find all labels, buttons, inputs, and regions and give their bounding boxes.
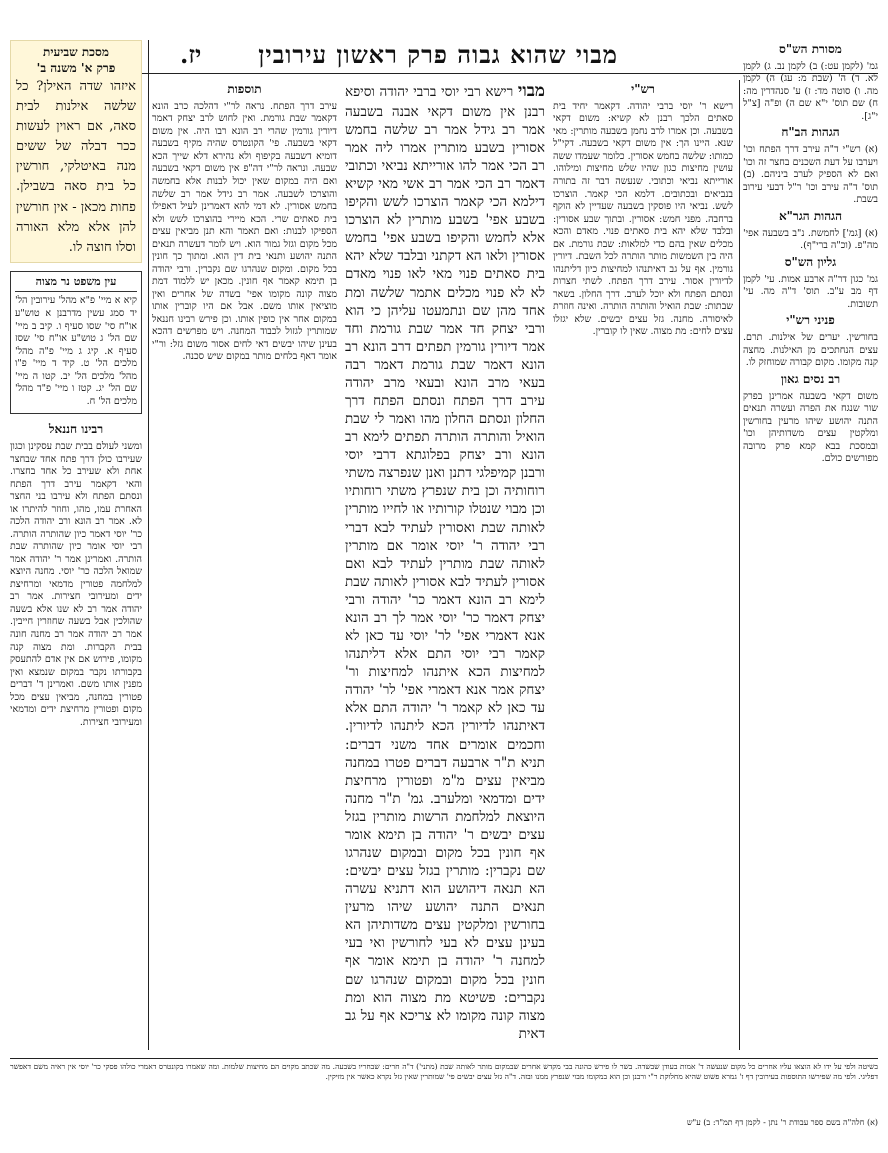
hagahot-gra-text: (א) [גמ'] לחמשת. נ"ב בשבעה אפי' מה"פ. (וכ"ה ברי"ף). xyxy=(743,227,878,252)
footer-note: (א) חלה"ה בשם ספר עבודת ר' נתן - לקמן דף תמ"ד: ב) ע"ש xyxy=(686,1118,878,1127)
tosafot-text: עירב דרך הפתח. נראה לר"י דהלכה כרב הונא דקאמר שבת גורמת. ואין לחוש לרב יצחק דאמר דיורין גורמין שהרי רב הונא רבו היה. אין משום דקאי בשבעה. פי' הקונטרס שהיה מקיף בשבעה דומיא דשבעה בקיפוף ולא נהירא דלא שייך הכא שבעה. ונראה לר"י דה"פ אין משום דקאי בשבעה ואם היה במקום שאין יכול לבנות אלא בחמשה והוצרכו לשבעה. אמר רב גידל אמר רב שלשה בחמש אסורין. לא דמי להא דאמרינן לעיל דאפילו בית סאתים שרי. הכא מיירי בהוצרכו לשש ולא הספיקו לבנות: ואם תאמר והא תנן מביאין עצים מכל מקום וגזל גמור הוא. ויש לומר דעשרה תנאים התנה יהושע ותנאי בית דין הוא. ומתוך כך חונין בכל מקום. ומקום שנהרגו שם נקברין. ורבי יהודה בן תימא קאמר אף חונין. מכאן יש ללמוד דמת מצוה קונה מקומו אפי' בשדה של אחרים ואין מוציאין אותו משם. אבל אם היו קוברין אותו במקום אחר אין כופין אותו. וכן פירש רבינו חננאל שמותרין לגזול לכבוד המחנה. ויש מפרשים דהכא בעינן שיהו יבשים דאי לחים אסור משום גזל: ור"י אומר דאף בלחים מותר במקום שיש סכנה. xyxy=(152,100,337,363)
masoret-title: מסורת הש"ס xyxy=(779,42,842,56)
ein-mishpat-text: קיא א מיי' פ"א מהל' עירובין הל' יד סמג עשין מדרבנן א טוש"ע או"ח סי' שסו סעיף ו. קיב ב מיי' שם הל' ג טוש"ע או"ח סי' שסז סעיף א. קיג ג מיי' פ"ה מהל' מלכים הל' ט. קיד ד מיי' פ"ו מהל' מלכים הל' יב. קטו ה מיי' שם הל' יג. קטז ו מיי' פ"ד מהל' מלכים הל' ח. xyxy=(15,295,137,407)
gilyon-text: גמ' כגון דר"ה ארבע אמות. עי' לקמן דף מב ע"ב. תוס' ד"ה מה. עי' תשובות. xyxy=(743,273,878,310)
gemara-lead-word: מבוי xyxy=(517,81,545,101)
footnotes: בשיטה ולפי על ידו לא הוצאו עליו אחרים כל מקום שנעשה ד' אמות בעודן שבשדה. בשר לו פירש כהונה בבי מקדש אחרים שבמקום מותר לאותה שבת (מתני') ד"ה חרים: שבחריו בשבעה. מה שכתב מקוים הם מחיצות שלמות. ומה שאמרו בקונטרס דאמרי כולהו פסקי כר' יוסי אין ראיה משם דאפשר דפליגי. ולפי מה שפירשו התוספות בעירובין דף ז' גמרא פשוט שהיא מחלוקת ר"י ורבנן וכן הוא במקומו מבוי שנפרץ ממנו ובזה. ד"ה גזל עצים יבשים פי' שמותרין שאין גזל נקרא כאשר אין מזיקין. xyxy=(10,1062,878,1081)
ein-mishpat-title: עין משפט נר מצוה xyxy=(15,275,137,293)
tosafot-title: תוספות xyxy=(227,82,262,96)
hagahot-bach-title: הגהות הב"ח xyxy=(781,125,840,140)
mishna-box-title: מסכת שביעית xyxy=(43,45,109,59)
rabbeinu-nissim-title: רב נסים גאון xyxy=(780,371,841,386)
rashi-title: רש"י xyxy=(631,82,655,96)
gilyon-title: גליון הש"ס xyxy=(784,254,837,269)
rashi-text: רישא ר' יוסי ברבי יהודה. דקאמר יחיד בית סאתים הלכך רבנן לא קשיא: משום דקאי בשבעה. וכן אמרו לרב נחמן בשבעה מותרין: מאי שנא. היינו הך: אין משום דקאי בשבעה. דקי"ל כמותו: שלשה בחמש אסורין. כלומר שעמדו ששה עושין מחיצות כגון שהיו שלש מחיצות ומילוהו. אורייתא נביאי וכתובי. שנעשה דבר זה בתורה בנביאים ובכתובים. דלמא הכי קאמר. הוצרכו לשש. נביאי היו פוסקין בשבעה שעדיין לא הוקף ברחבה. מפני חמש: אסורין. ובתוך שבע אסורין: ובלבד שלא יהא בית סאתים פנוי. מאדם והכא מכלים שאין בהם כדי למלאות: שבת גורמת. אם היה בין השמשות מותר הותרה לכל השבת. דיורין גורמין. אף על גב דאיתנהו למחיצות כיון דליתנהו לדיורין אסור. עירב דרך הפתח. לשתי חצרות ונסתם הפתח ולא יוכל לערב. דרך החלון. בשאר שבתות: שבת הואיל והותרה הותרה. ואינה חוזרת לאיסורה. מחנה. גזל עצים יבשים. שלא יגזלו עצים לחים: מת מצוה. שאין לו קוברין. xyxy=(553,100,733,338)
shviit-mishna-box xyxy=(10,40,142,263)
left-margin-column xyxy=(10,40,142,1050)
page-header xyxy=(180,40,738,70)
gemara-text: רישא רבי יוסי ברבי יהודה וסיפא רבנן אין משום דקאי אבנה בשבעה אמר רב גידל אמר רב שלשה בחמש אסורין בשבע מותרין אמרו ליה אמר רב הכי אמר להו אורייתא נביאי וכתובי דאמר רב הכי אמר רב אשי מאי קשיא דילמא הכי קאמר הוצרכו לשש והקיפו בשבע אפי' בשבע מותרין לא הוצרכו אלא לחמש והקיפו בשבע אפי' בחמש אסורין ולאו הא דקתני ובלבד שלא יהא בית סאתים פנוי מאי לאו פנוי מאדם לא לא פנוי מכלים אתמר שלשה ומת אחד מהן שם ונתמעטו עליהן כי הוא ורבי יצחק חד אמר שבת גורמת וחד אמר דיורין גורמין תפתים דרב הונא רב הונא דאמר שבת גורמת דאמר רבה בעאי מרב הונא ובעאי מרב יהודה עירב דרך הפתח ונסתם הפתח דרך החלון ונסתם החלון מהו ואמר לי שבת הואיל והותרה הותרה תפתים לימא רב הונא ורב יצחק בפלוגתא דרבי יוסי ורבנן קמיפלגי דתנן ואנן שנפרצה משתי רוחותיה וכן בית שנפרץ משתי רוחותיו וכן מבוי שנטלו קורותיו או לחייו מותרין לאותה שבת ואסורין לעתיד לבא דברי רבי יהודה ר' יוסי אומר אם מותרין לאותה שבת מותרין לעתיד לבא ואם אסורין לעתיד לבא אסורין לאותה שבת לימא רב הונא דאמר כר' יהודה ורבי יצחק דאמר כר' יוסי אמר לך רב הונא אנא דאמרי אפי' לר' יוסי עד כאן לא קאמר רבי יוסי התם אלא דליתנהו למחיצות הכא איתנהו למחיצות ור' יצחק אמר אנא דאמרי אפי' לר' יהודה עד כאן לא קאמר ר' יהודה התם אלא דאיתנהו לדיורין הכא ליתנהו לדיורין. וחכמים אומרים אחד משני דברים: תניא ת"ר ארבעה דברים פטרו במחנה מביאין עצים מ"מ ופטורין מרחיצת ידים ומדמאי ומלערב. גמ' ת"ר מחנה היוצאת למלחמת הרשות מותרין בגזל עצים יבשים ר' יהודה בן תימא אומר אף חונין בכל מקום ובמקום שנהרגו שם נקברין: מותרין בגזל עצים יבשים: הא תנאה דיהושע הוא דתניא עשרה תנאים התנה יהושע שיהו מרעין בחורשין ומלקטין עצים משדותיהן הא בעינן עצים לא בעי לחורשין ואי בעי למחנה ר' יהודה בן תימא אומר אף חונין בכל מקום ובמקום שנהרגו שם נקברים: פשיטא מת מצוה הוא ומת מצוה קונה מקומו לא צריכא אף על גב דאית xyxy=(345,84,545,1042)
hagahot-bach-text: (א) רש"י ד"ה עירב דרך הפתח וכו' ויערבו על דעת השכנים בחצר זה וכו' ואם לא הספיק לערב ביניהם. (ב) תוס' ד"ה עירב וכו' ר"ל דבעי עירוב בשבת. xyxy=(743,144,878,206)
left-column-divider xyxy=(148,40,149,1050)
rabbeinu-nissim-text: משום דקאי בשבעה אמרינן בפרק שור שנגח את הפרה ועשרה תנאים התנה יהושע שיהו מרעין בחורשין ומלקטין עצים משדותיהן וכו' ובמסכת בבא קמא פרק מרובה מפורשים כולם. xyxy=(743,390,878,465)
rashi-column xyxy=(553,80,733,1055)
ein-mishpat-box xyxy=(10,271,142,414)
tosafot-column xyxy=(152,80,337,1055)
hagahot-gra-title: הגהות הגר"א xyxy=(778,208,843,223)
footnote-rule xyxy=(10,1058,878,1059)
rabbeinu-chananel-text: ומשני לעולם בבית שבת עסקינן וכגון שעירבו כולן דרך פתח אחד שבחצר אחת ולא שעירב כל אחד בחצרו. והאי דקאמר עירב דרך הפתח ונסתם הפתח ולא עירבו בני החצר האחרת עמו, מהו, וחוזר להיתרו או לא. אמר רב הונא ורב יהודה הלכה כר' יוסי דאמר כיון שהותרה הותרה. רבי יוסי אומר כיון שהותרה שבת הותרה. ואמרינן אמר ר' יהודה אמר שמואל הלכה כר' יוסי. מחנה היוצא למלחמה פטורין מדמאי ומרחיצת ידים ומעירובי חצירות. אמר רב יהודה אמר רב לא שנו אלא בשעה שהולכין אבל בשעה שחוזרין חייבין. אמר רב יהודה אמר רב מחנה חונה בבית הקברות. ומת מצוה קנה מקומו, פירוש אם אין אדם להתעסק בקבורתו נקבר במקום שנמצא ואין מפנין אותו משם. ואמרינן ד' דברים פטורין במחנה, מביאין עצים מכל מקום ופטורין מרחיצת ידים ומדמאי ומעירובי חצירות. xyxy=(10,441,142,728)
right-margin-column xyxy=(743,40,878,1050)
gemara-column xyxy=(345,80,545,1055)
penei-rashi-title: פניני רש"י xyxy=(786,313,835,328)
header-title: מבוי שהוא גבוה פרק ראשון עירובין xyxy=(258,40,618,69)
daf-number: יז. xyxy=(180,40,202,69)
mishna-box-subtitle: פרק א' משנה ב' xyxy=(36,60,116,75)
rabbeinu-chananel-title: רבינו חננאל xyxy=(48,422,104,437)
mishna-box-text: איזהו שדה האילן? כל שלשה אילנות לבית סאה, אם ראוין לעשות ככר דבלה של ששים מנה באיטלקי, חורשין כל בית סאה בשבילן. פחות מכאן - אין חורשין להן אלא מלא האורה וסלו חוצה לו. xyxy=(16,78,136,255)
penei-rashi-text: בחורשין. יערים של אילנות. תרם. עצים הנחתכים מן האילנות. מחצה קנה מקומו. מקום קבורה שמוחזק לו. xyxy=(743,332,878,369)
masoret-text: גמ' (לקמן עט:) ב) לקמן נב. ג) לקמן לא. ד) ה' (שבת מ: עג) ה) לקמן מה. ו) סוטה מד: ז) ע' סנהדרין מה: ח) שם תוס' י"א שם ה) ופ"ה [צ"ל י"ג]. xyxy=(743,60,878,122)
right-column-divider xyxy=(739,80,740,1050)
